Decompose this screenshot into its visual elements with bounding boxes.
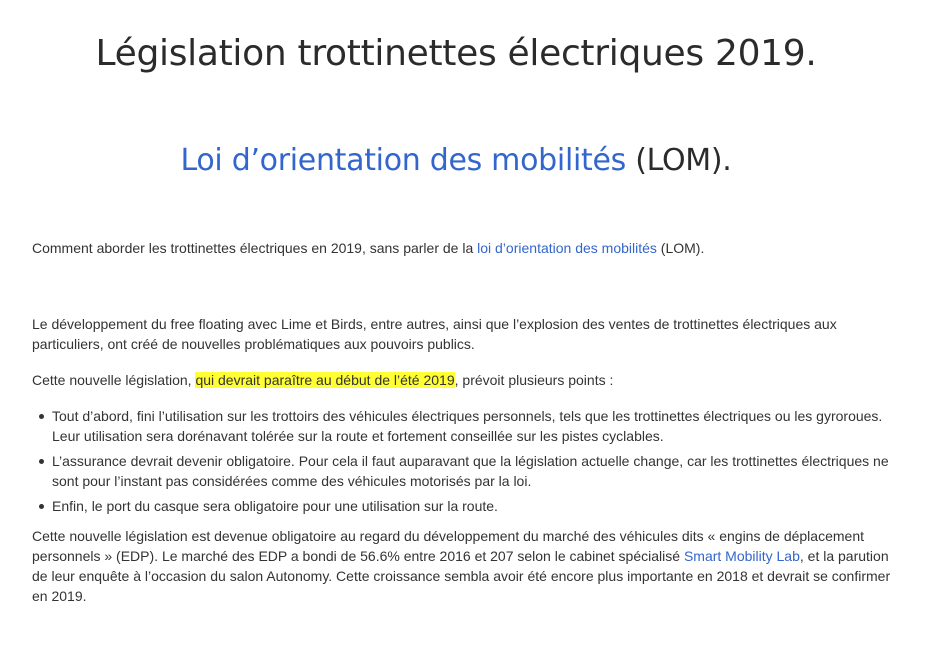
paragraph-free-floating: Le développement du free floating avec Lime et Birds, entre autres, ainsi que l’explosion des ventes de trottinettes électriques aux particuliers, ont créé de nouvelles problématiques aux pouvoirs publics. [32,316,837,352]
paragraph-legislation [32,370,892,390]
highlighted-text: qui devrait paraître au début de l’été 2019 [195,372,455,388]
market-text-after: , et la parution de leur enquête à l’occasion du salon Autonomy. Cette croissance sembla avoir été encore plus importante en 2018 et devrait se confirmer en 2019. [32,548,891,604]
list-item: L’assurance devrait devenir obligatoire. Pour cela il faut auparavant que la législation actuelle change, car les trottinettes électriques ne sont pour l’instant pas considérées comme des véhicules motorisés par la loi. [32,451,892,491]
intro-text-after: (LOM). [656,240,705,256]
section-heading-rest: (LOM). [625,143,732,178]
list-item: Enfin, le port du casque sera obligatoire pour une utilisation sur la route. [32,496,892,516]
intro-paragraph [32,238,892,258]
market-text-before: Cette nouvelle législation est devenue obligatoire au regard du développement du marché des véhicules dits « engins de déplacement personnels » (EDP). Le marché des EDP a bondi de 56.6% entre 2016 et 207 selon le cabinet spécialisé [32,528,864,564]
lom-link[interactable]: loi d’orientation des mobilités [477,240,657,256]
paragraph-market [32,526,892,606]
smart-mobility-lab-link[interactable]: Smart Mobility Lab [683,548,800,564]
section-heading-link[interactable]: Loi d’orientation des mobilités [180,143,626,178]
legislation-text-after: , prévoit plusieurs points : [454,372,614,388]
list-item: Tout d’abord, fini l’utilisation sur les trottoirs des véhicules électriques personnels, tels que les trottinettes électriques ou les gyroroues. Leur utilisation sera dorénavant tolérée sur la route et fortement conseillée sur les pistes cyclables. [32,406,892,446]
section-heading [0,140,912,182]
page-title: Législation trottinettes électriques 2019. [95,33,817,74]
legislation-text-before: Cette nouvelle législation, [32,372,196,388]
points-list [32,406,892,521]
intro-text-before: Comment aborder les trottinettes électriques en 2019, sans parler de la [32,240,478,256]
